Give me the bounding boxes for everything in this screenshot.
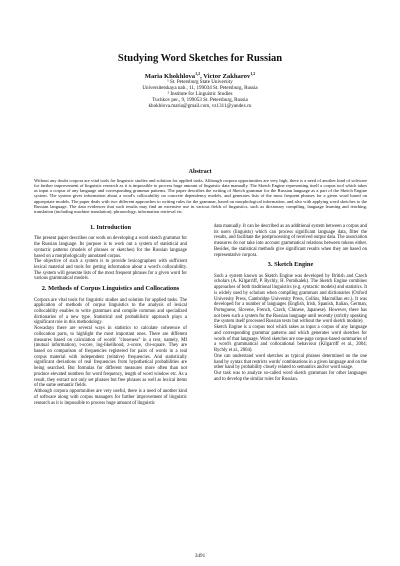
abstract-heading: Abstract bbox=[188, 168, 212, 175]
affiliation-line: Universitetskaya nab., 11, 199034 St. Petersburg, Russia bbox=[142, 85, 258, 92]
methods-paragraph: Although corpora opportunities are very useful, there is a need of another kind of software along with corpus managers for further improvement of linguistic research as it is impossible to process huge amount of linguistic bbox=[34, 389, 187, 406]
abstract-text: Without any doubt corpora are vital tools for linguistic studies and solution for applied tasks. Although corpora opportunities are very high, there is a need of another kind of software for further improvement of linguistic research as it is impossible to process huge amount of linguistic data manually. The Sketch Engine representing itself a corpus tool which takes as input a corpus of any language and corresponding grammar patterns. The paper describes the writing of Sketch grammar for the Russian language as a part of the Sketch Engine system. The system gives information about a word's collocability on concrete dependency models, and generates lists of the most frequent phrases for a given word based on appropriate models. The paper deals with two different approaches to writing rules for the grammar, based on morphological information, and also with applying word sketches to the Russian language. The data evidences that such results may find an extensive use in various fields of linguistics, such as dictionary compiling, language learning and teaching, translation (including machine translation), phraseology, information retrieval etc. bbox=[34, 178, 367, 214]
section-heading-methods: 2. Methods of Corpus Linguistics and Collocations bbox=[41, 285, 180, 293]
author-affil-sup-1: 1,2 bbox=[195, 71, 201, 76]
sketch-engine-paragraph: Such a system known as Sketch Engine was developed by British and Czech scholars (A. Kilgarriff, P. Rychly, H. Pomikalek). The Sketch Engine combines approaches of both traditional linguistics (e.g. syntactic models) and statistics. It is widely used by scholars when compiling grammars and dictionaries (Oxford University Press, Cambridge University Press, Collins, Macmillan etc.). It was developed for a number of languages (English, Irish, Spanish, Italian, German, Portuguese, Slovene, French, Czech, Chinese, Japanese). However, there has not been such a system for the Russian language until recently (strictly speaking the system itself processed Russian texts but without the word sketch module). bbox=[214, 273, 367, 325]
section-heading-sketch-engine: 3. Sketch Engine bbox=[267, 261, 314, 269]
section-heading-introduction: 1. Introduction bbox=[89, 224, 132, 231]
paper-title: Studying Word Sketches for Russian bbox=[117, 53, 283, 64]
affiliation-line: ² Institute for Linguistic Studies bbox=[167, 91, 233, 98]
left-column bbox=[34, 224, 187, 406]
affiliation-line: ¹ St. Petersburg State University bbox=[167, 79, 233, 85]
sketch-engine-paragraph: Our task was to analyze so-called word sketch grammars for other languages and to develop the similar rules for Russian. bbox=[214, 370, 367, 382]
methods-paragraph-continued: data manually. It can be described as an additional system between a corpus and its users (linguists) which can process significant language data, filter the results, and facilitate the postprocessing of received output data. The association measures do not take into account grammatical relations between tokens either. Besides, the statistical methods give significant results when they are based on representative corpora. bbox=[214, 224, 367, 258]
right-column bbox=[214, 224, 367, 382]
affiliations bbox=[0, 79, 400, 109]
author-name-1: Maria Khokhlova bbox=[144, 73, 196, 81]
intro-paragraph: The present paper describes our work on developing a word sketch grammar for the Russian language. Its purpose is to work out a system of statistical and syntactic patterns (models of phrases or sketches) for the Russian language based on a morphologically annotated corpus. bbox=[34, 236, 187, 259]
author-affil-sup-2: 1,2 bbox=[250, 71, 256, 76]
affiliation-line: Tuchkov per., 9, 199053 St. Petersburg, Russia bbox=[152, 97, 248, 104]
author-name-2: , Victor Zakharov bbox=[200, 73, 251, 81]
methods-paragraph: Corpora are vital tools for linguistic studies and solution for applied tasks. The application of methods of corpus linguistics to the analysis of lexical collocability enables to write grammars and compile common and specialized dictionaries of a new type. Statistical and probabilistic approach plays a significant role in this methodology. bbox=[34, 297, 187, 326]
sketch-engine-paragraph: Sketch Engine is a corpus tool which takes as input a corpus of any language and corresponding grammar patterns and which generates word sketches for words of that language. Word sketches are one-page corpus-based summaries of a word's grammatical and collocational behaviour (Kilgarriff et al., 2004; Rychly et al., 2004). bbox=[214, 325, 367, 354]
author-emails: khokhlova.maria@gmail.com, vz1311@yandex.ru bbox=[148, 103, 252, 110]
page-number: 3491 bbox=[194, 553, 206, 559]
intro-paragraph: The objective of such a system is to provide lexicographers with sufficient lexical material and tools for getting information about a word's collocability. The system will generate lists of the most frequent phrases for a given word for various grammatical models. bbox=[34, 259, 187, 282]
sketch-engine-paragraph: One can understand word sketches as typical phrases determined on the one hand by syntax that restricts words' combinations in a given language and on the other hand by probability closely related to semantics and/or word usage. bbox=[214, 353, 367, 371]
methods-paragraph: Nowadays there are several ways in statistics to calculate coherence of collocation parts, to highlight the most important ones. There are different measures based on calculation of words' "closeness" in a text, namely, MI (mutual information), t-score, log-likelihood, z-score, chi-square. They are based on comparison of frequencies registered for pairs of words in a real corpus material with independent (relative) frequencies. And statistically significant deviations of real frequencies from hypothetical probabilities are being searched. But formulas for different measures more often than not produce elevated numbers for word frequency, length of word window etc. As a result, they extract not only set phrases but free phrases as well as lexical items of the same semantic fields. bbox=[34, 326, 187, 389]
